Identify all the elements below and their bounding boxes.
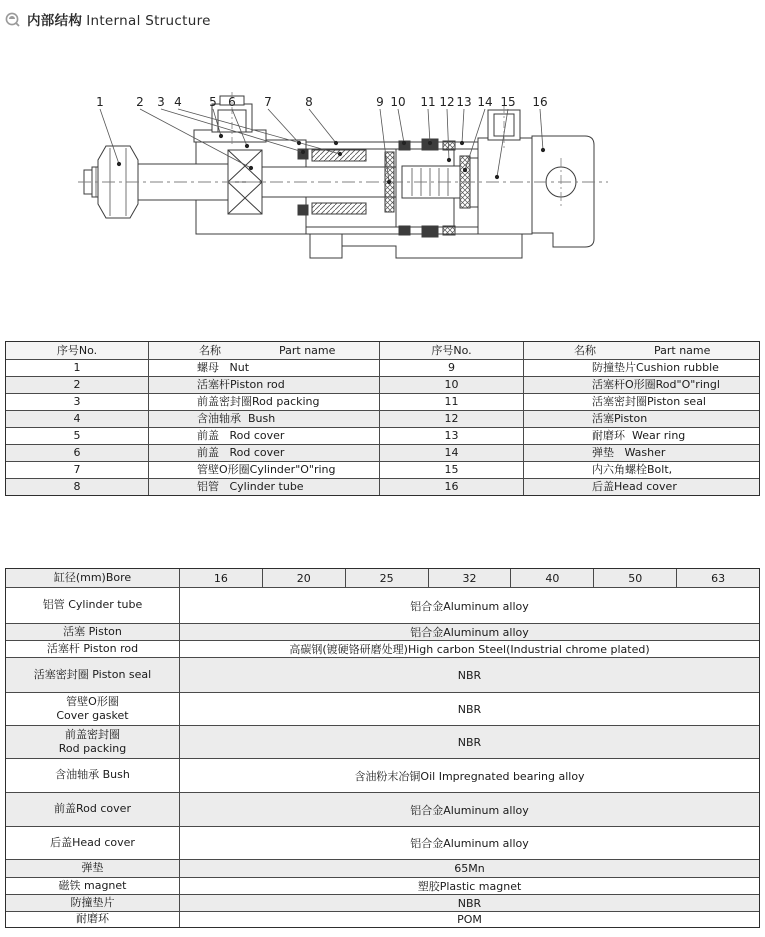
material-value: NBR xyxy=(179,726,759,758)
parts-header-row xyxy=(6,342,759,359)
material-part-label xyxy=(6,624,179,640)
material-part-label-line2: Cover gasket xyxy=(56,709,129,722)
part-number-label: 5 xyxy=(209,95,217,109)
part-number-label: 8 xyxy=(305,95,313,109)
part-name: 活塞杆O形圈Rod"O"ringl xyxy=(523,377,759,393)
material-value: NBR xyxy=(179,693,759,725)
material-part-label-line1: 耐磨环 xyxy=(76,912,109,926)
part-name: 耐磨环 Wear ring xyxy=(523,428,759,444)
table-row xyxy=(6,427,759,444)
part-name: 含油轴承 Bush xyxy=(148,411,379,427)
material-part-label xyxy=(6,827,179,859)
leader-dot xyxy=(338,152,342,156)
leader-dot xyxy=(245,144,249,148)
part-no: 1 xyxy=(73,361,81,374)
table-row xyxy=(6,692,759,725)
table-row xyxy=(6,393,759,410)
part-number-label: 3 xyxy=(157,95,165,109)
part-no: 14 xyxy=(379,445,523,461)
material-value: 65Mn xyxy=(179,860,759,877)
leader-dot xyxy=(495,175,499,179)
part-no: 16 xyxy=(379,479,523,495)
material-part-label-line1: 活塞密封圈 Piston seal xyxy=(33,667,152,681)
table-row xyxy=(6,640,759,657)
material-part-label xyxy=(6,793,179,826)
material-value: 铝合金Aluminum alloy xyxy=(179,793,759,826)
material-part-label-line1: 管壁O形圈 xyxy=(66,694,119,708)
bore-header-label: 缸径(mm)Bore xyxy=(53,570,132,584)
table-row xyxy=(6,444,759,461)
part-no: 12 xyxy=(379,411,523,427)
part-no: 9 xyxy=(379,360,523,376)
leader-dot xyxy=(249,166,253,170)
leader-dot xyxy=(334,141,338,145)
material-part-label-line1: 弹垫 xyxy=(81,861,104,875)
material-part-label xyxy=(6,726,179,758)
leader-line xyxy=(309,109,336,143)
table-row xyxy=(6,894,759,911)
part-number-label: 15 xyxy=(500,95,516,109)
part-name: 活塞杆Piston rod xyxy=(148,377,379,393)
material-part-label xyxy=(6,759,179,792)
material-part-label-line2: Rod packing xyxy=(58,742,127,755)
part-number-label: 6 xyxy=(228,95,236,109)
bore-size: 63 xyxy=(676,569,759,587)
part-no: 15 xyxy=(379,462,523,478)
bore-size: 40 xyxy=(510,569,593,587)
part-number-label: 11 xyxy=(420,95,436,109)
part-number-label: 10 xyxy=(390,95,406,109)
material-part-label-line1: 活塞 Piston xyxy=(63,624,122,638)
parts-table xyxy=(5,341,760,496)
part-number-label: 12 xyxy=(439,95,455,109)
table-row xyxy=(6,623,759,640)
material-value: NBR xyxy=(179,658,759,692)
leader-dot xyxy=(541,148,545,152)
bore-size: 50 xyxy=(593,569,676,587)
no-header: 序号No. xyxy=(56,344,98,357)
name-header xyxy=(523,342,759,359)
material-value: 高碳钢(镀硬铬研磨处理)High carbon Steel(Industrial chrome plated) xyxy=(179,641,759,657)
leader-line xyxy=(462,109,464,143)
table-row xyxy=(6,826,759,859)
material-part-label-line1: 前盖Rod cover xyxy=(54,802,131,816)
part-no: 8 xyxy=(73,480,81,493)
leader-dot xyxy=(117,162,121,166)
part-name: 内六角螺栓Bolt, xyxy=(523,462,759,478)
table-row xyxy=(6,859,759,877)
part-number-label: 13 xyxy=(456,95,472,109)
part-no: 4 xyxy=(73,412,81,425)
material-value: 含油粉末冶铜Oil Impregnated bearing alloy xyxy=(179,759,759,792)
bore-size: 16 xyxy=(179,569,262,587)
table-row xyxy=(6,911,759,927)
material-value: 铝合金Aluminum alloy xyxy=(179,588,759,623)
material-part-label xyxy=(6,658,179,692)
part-no: 10 xyxy=(379,377,523,393)
part-no: 11 xyxy=(379,394,523,410)
leader-dot xyxy=(402,141,406,145)
part-name: 前盖 Rod cover xyxy=(148,428,379,444)
material-value: NBR xyxy=(179,895,759,911)
part-name: 弹垫 Washer xyxy=(523,445,759,461)
material-part-label xyxy=(6,860,179,877)
table-row xyxy=(6,478,759,495)
table-row xyxy=(6,792,759,826)
table-row xyxy=(6,376,759,393)
part-no: 7 xyxy=(73,463,81,476)
material-part-label xyxy=(6,588,179,623)
table-row xyxy=(6,758,759,792)
part-number-label: 2 xyxy=(136,95,144,109)
page-title-en: Internal Structure xyxy=(86,13,211,29)
table-row xyxy=(6,587,759,623)
material-part-label-line1: 磁铁 magnet xyxy=(58,878,127,892)
part-name: 后盖Head cover xyxy=(523,479,759,495)
table-row xyxy=(6,461,759,478)
part-name: 螺母 Nut xyxy=(148,360,379,376)
part-number-label: 1 xyxy=(96,95,104,109)
table-row xyxy=(6,410,759,427)
part-no: 13 xyxy=(379,428,523,444)
part-number-label: 4 xyxy=(174,95,182,109)
name-header-cn: 名称 xyxy=(199,344,221,357)
material-part-label-line1: 后盖Head cover xyxy=(50,835,135,849)
cylinder-drawing xyxy=(78,92,608,258)
name-header-en: Part name xyxy=(654,344,711,357)
part-no: 3 xyxy=(73,395,81,408)
material-value: 铝合金Aluminum alloy xyxy=(179,827,759,859)
material-part-label-line1: 前盖密封圈 xyxy=(65,727,120,741)
table-row xyxy=(6,657,759,692)
part-no: 2 xyxy=(73,378,81,391)
table-row xyxy=(6,725,759,758)
name-header xyxy=(148,342,379,359)
table-row xyxy=(6,359,759,376)
part-no: 5 xyxy=(73,429,81,442)
material-part-label xyxy=(6,878,179,894)
materials-header-row xyxy=(6,569,759,587)
part-number-label: 16 xyxy=(532,95,548,109)
part-name: 前盖 Rod cover xyxy=(148,445,379,461)
bore-size: 32 xyxy=(428,569,511,587)
part-number-label: 9 xyxy=(376,95,384,109)
material-part-label-line1: 含油轴承 Bush xyxy=(55,768,130,782)
no-header: 序号No. xyxy=(379,342,523,359)
leader-dot xyxy=(301,150,305,154)
cylinder-section-diagram xyxy=(0,0,765,330)
name-header-en: Part name xyxy=(279,344,336,357)
bore-size: 25 xyxy=(345,569,428,587)
part-name: 管壁O形圈Cylinder"O"ring xyxy=(148,462,379,478)
material-value: 塑胶Plastic magnet xyxy=(179,878,759,894)
leader-dot xyxy=(428,141,432,145)
part-number-label: 14 xyxy=(477,95,493,109)
material-part-label-line1: 活塞杆 Piston rod xyxy=(46,641,139,655)
part-no: 6 xyxy=(73,446,81,459)
material-part-label-line1: 防撞垫片 xyxy=(70,895,115,909)
material-part-label-line1: 铝管 Cylinder tube xyxy=(42,598,143,612)
leader-line xyxy=(398,109,404,143)
material-part-label xyxy=(6,895,179,911)
leader-dot xyxy=(460,141,464,145)
materials-table xyxy=(5,568,760,928)
bore-size: 20 xyxy=(262,569,345,587)
leader-dot xyxy=(387,180,391,184)
material-value: 铝合金Aluminum alloy xyxy=(179,624,759,640)
leader-dot xyxy=(219,134,223,138)
material-part-label xyxy=(6,693,179,725)
material-part-label xyxy=(6,641,179,657)
leader-dot xyxy=(463,168,467,172)
part-name: 活塞密封圈Piston seal xyxy=(523,394,759,410)
name-header-cn: 名称 xyxy=(574,344,596,357)
material-part-label xyxy=(6,912,179,927)
leader-dot xyxy=(447,158,451,162)
material-value: POM xyxy=(179,912,759,927)
leader-line xyxy=(428,109,430,143)
part-name: 铝管 Cylinder tube xyxy=(148,479,379,495)
page-title-cn: 内部结构 xyxy=(27,13,83,29)
part-name: 活塞Piston xyxy=(523,411,759,427)
part-name: 前盖密封圈Rod packing xyxy=(148,394,379,410)
table-row xyxy=(6,877,759,894)
part-number-label: 7 xyxy=(264,95,272,109)
part-name: 防撞垫片Cushion rubble xyxy=(523,360,759,376)
leader-dot xyxy=(297,141,301,145)
